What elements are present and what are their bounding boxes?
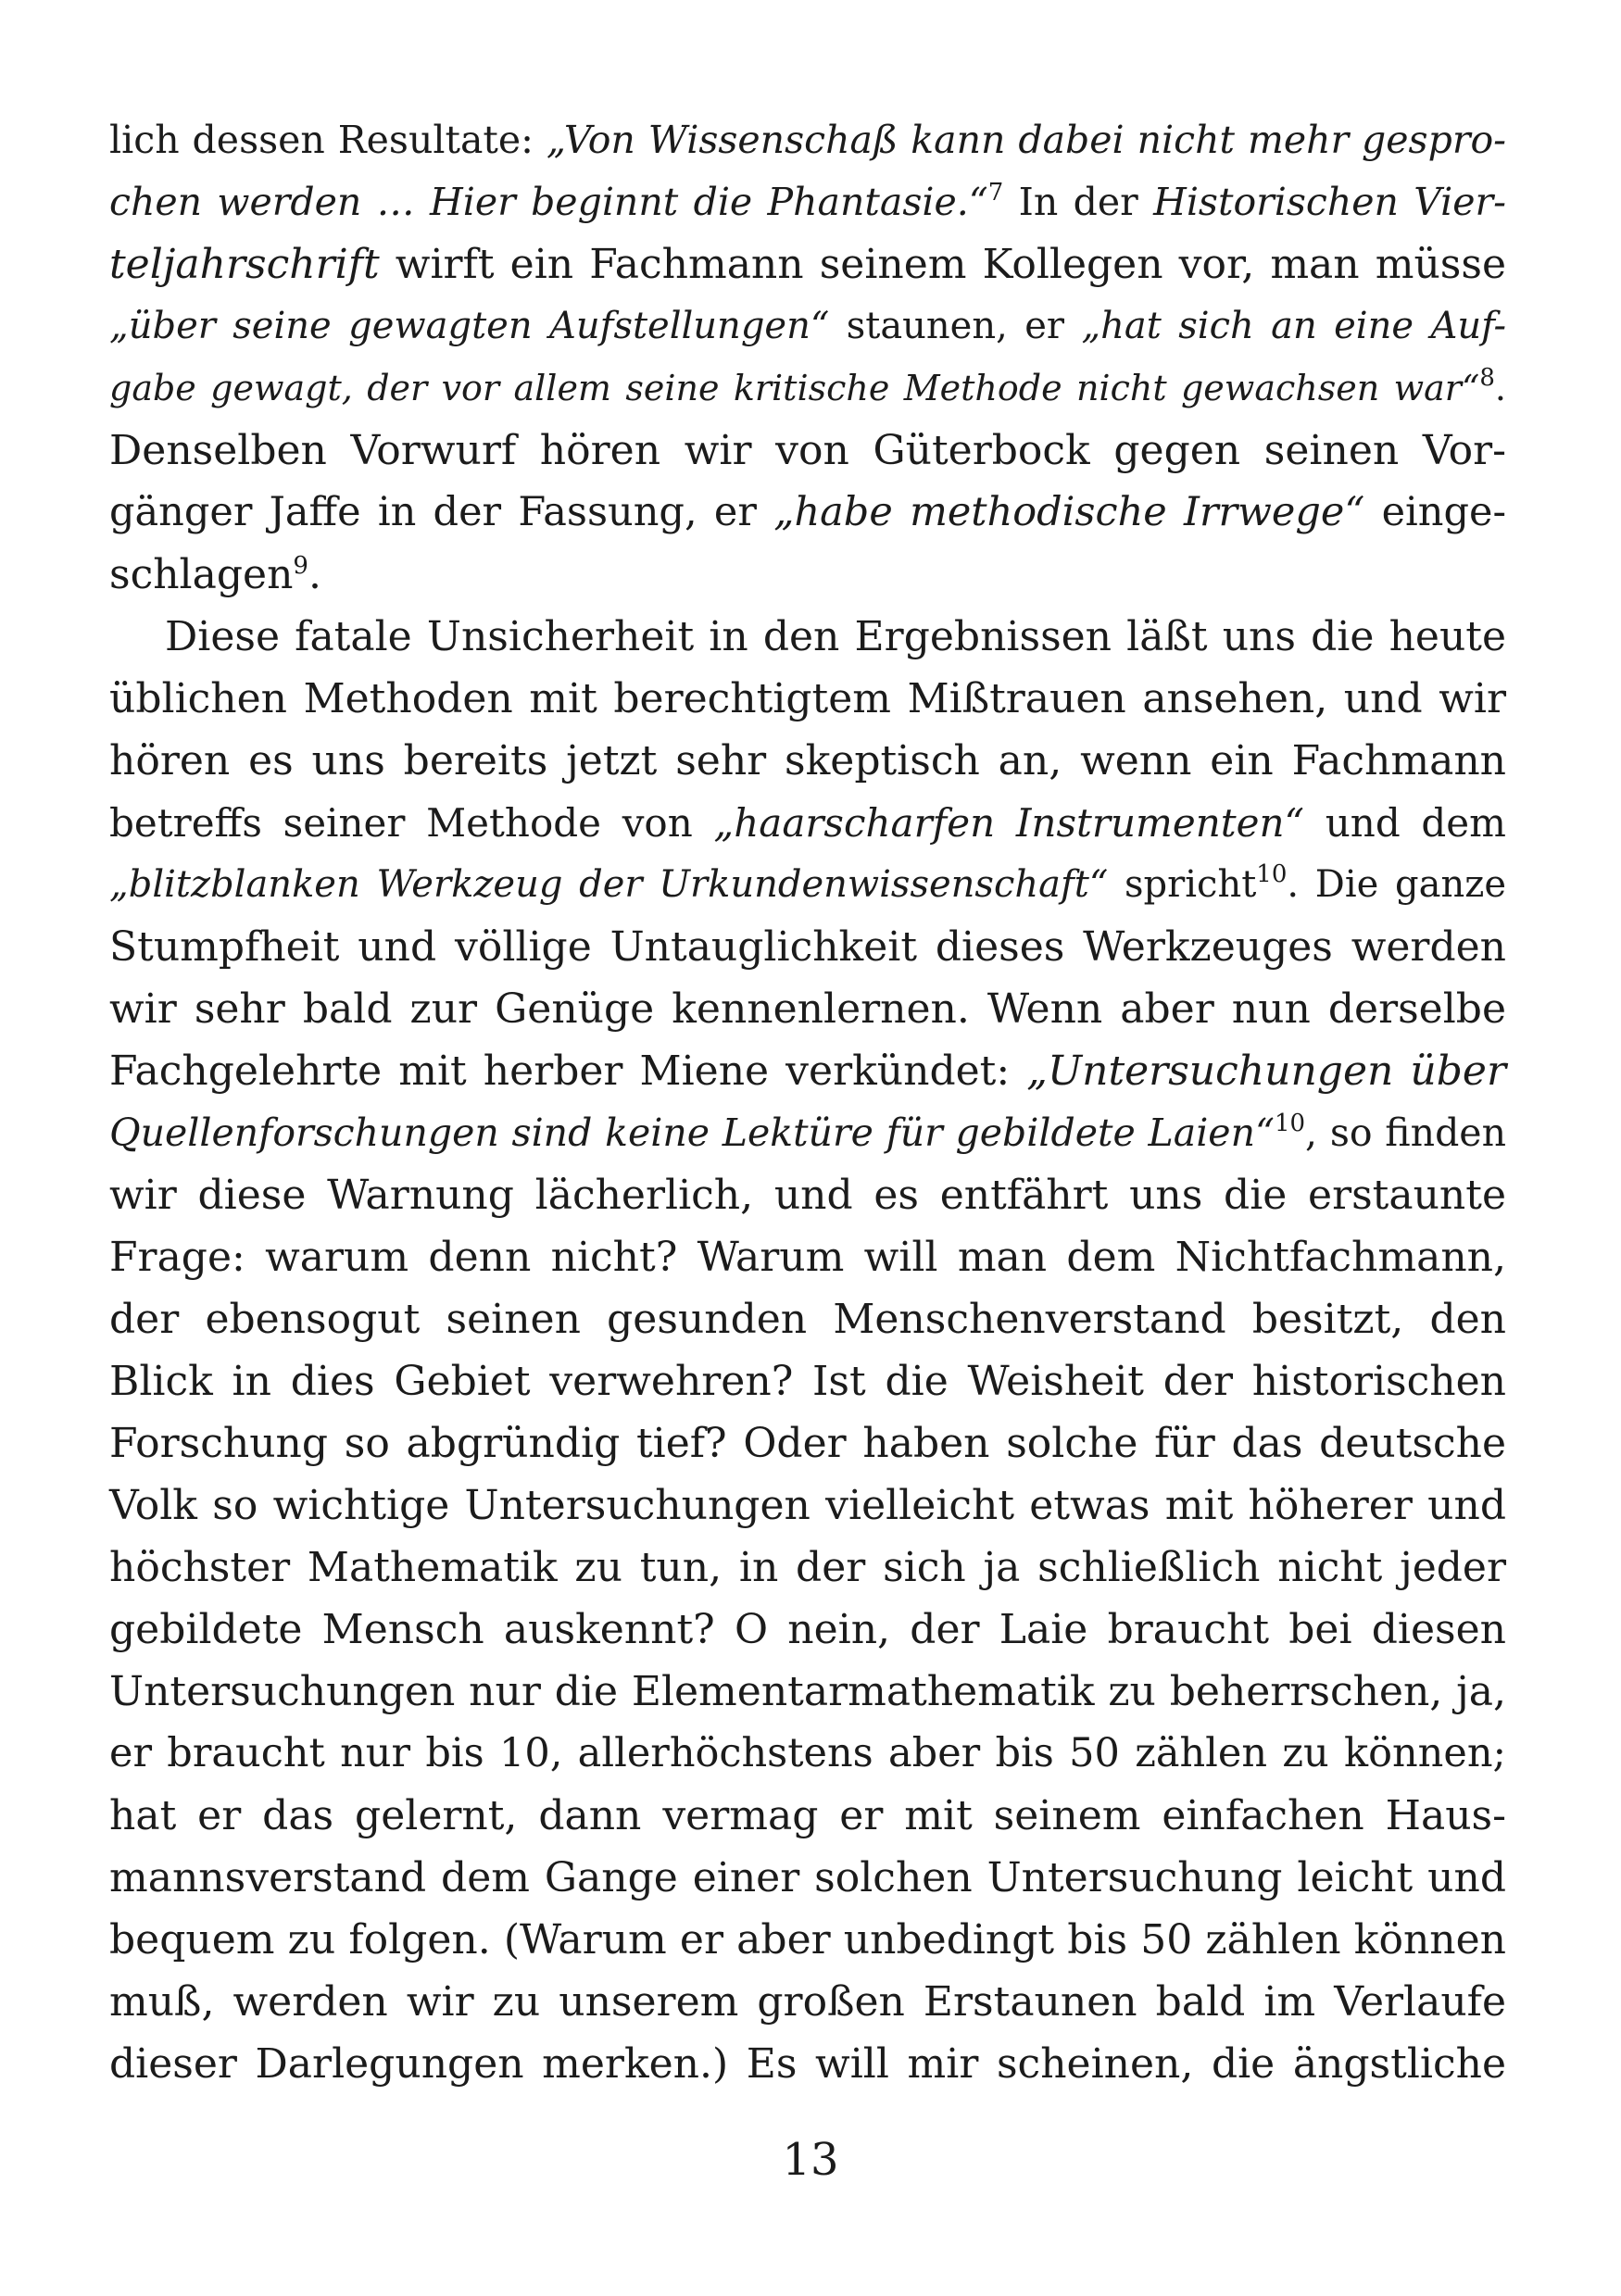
text-run: der ebensogut seinen gesunden Menschenverstand besitzt, den — [109, 1296, 1506, 1343]
text-line — [109, 544, 1506, 606]
text-run: Stumpfheit und völlige Untauglichkeit dieses Werkzeuges werden — [109, 923, 1506, 971]
journal-title: Historischen Vier- — [1153, 180, 1506, 224]
footnote-marker: 10 — [1274, 1110, 1306, 1137]
text-run: hören es uns bereits jetzt sehr skeptisch an, wenn ein Fachmann — [109, 737, 1506, 784]
text-line — [109, 978, 1506, 1040]
footnote-marker: 10 — [1256, 860, 1288, 888]
quotation: „Von Wissenschaß kann dabei nicht mehr gespro- — [546, 118, 1506, 162]
quotation: „habe methodische Irrwege“ — [773, 489, 1365, 535]
text-run: üblichen Methoden mit berechtigtem Mißtrauen ansehen, und wir — [109, 675, 1506, 722]
text-run: . — [308, 551, 321, 598]
text-line — [109, 1474, 1506, 1537]
text-line — [109, 854, 1506, 916]
text-run: Forschung so abgründig tief? Oder haben solche für das deutsche — [109, 1420, 1506, 1467]
text-line — [109, 1350, 1506, 1412]
text-line — [109, 730, 1506, 792]
text-run: lich dessen Resultate: — [109, 118, 547, 162]
text-run: Untersuchungen nur die Elementarmathematik zu beherrschen, ja, — [109, 1668, 1506, 1715]
text-line — [109, 1723, 1506, 1785]
page-number: 13 — [782, 2134, 839, 2186]
text-run: Fachgelehrte mit herber Miene verkündet: — [109, 1048, 1027, 1095]
text-run: staunen, er — [829, 305, 1082, 347]
text-line — [109, 109, 1506, 171]
text-run: gebildete Mensch auskennt? O nein, der Laie braucht bei diesen — [109, 1606, 1506, 1653]
footnote-marker: 7 — [987, 179, 1004, 207]
text-line — [109, 792, 1506, 854]
text-line — [109, 1288, 1506, 1350]
body-text — [109, 109, 1506, 2095]
text-run: höchster Mathematik zu tun, in der sich ja schließlich nicht jeder — [109, 1544, 1506, 1591]
text-run: . Die ganze — [1287, 863, 1506, 906]
text-run: betreffs seiner Methode von — [109, 800, 714, 846]
text-line — [109, 1847, 1506, 1909]
text-line — [109, 1412, 1506, 1474]
text-run: muß, werden wir zu unserem großen Erstaunen bald im Verlaufe — [109, 1978, 1506, 2026]
quotation: gabe gewagt, der vor allem seine kritische Methode nicht gewachsen war“ — [109, 368, 1480, 408]
quotation: „haarscharfen Instrumenten“ — [713, 800, 1305, 846]
text-run: Denselben Vorwurf hören wir von Güterbock gegen seinen Vor- — [109, 427, 1506, 474]
text-run: Frage: warum denn nicht? Warum will man dem Nichtfachmann, — [109, 1234, 1506, 1281]
quotation: „Untersuchungen über — [1026, 1048, 1506, 1095]
text-run: wirft ein Fachmann seinem Kollegen vor, man müsse — [379, 241, 1506, 288]
text-line — [109, 668, 1506, 730]
text-line — [109, 1599, 1506, 1661]
text-line — [109, 482, 1506, 544]
text-line — [109, 1537, 1506, 1599]
text-run: und dem — [1304, 800, 1506, 846]
text-line — [109, 420, 1506, 482]
text-run: wir diese Warnung lächerlich, und es entfährt uns die erstaunte — [109, 1172, 1506, 1219]
text-run: einge- — [1364, 489, 1506, 535]
footnote-marker: 8 — [1479, 364, 1495, 392]
text-line — [109, 1040, 1506, 1102]
text-line — [109, 1909, 1506, 1971]
quotation: chen werden … Hier beginnt die Phantasie.“ — [109, 180, 988, 224]
text-line — [109, 1102, 1506, 1164]
text-line — [109, 358, 1506, 420]
text-run: schlagen — [109, 551, 294, 598]
text-run: . — [1494, 368, 1506, 408]
text-run: bequem zu folgen. (Warum er aber unbedingt bis 50 zählen können — [109, 1916, 1506, 1964]
quotation: Quellenforschungen sind keine Lektüre für gebildete Laien“ — [109, 1110, 1275, 1155]
text-line — [109, 295, 1506, 358]
text-line — [109, 1164, 1506, 1226]
quotation: „über seine gewagten Aufstellungen“ — [109, 305, 830, 347]
text-line — [109, 606, 1506, 668]
text-line — [109, 2033, 1506, 2095]
text-line — [109, 1661, 1506, 1723]
footnote-marker: 9 — [293, 552, 308, 580]
text-run: er braucht nur bis 10, allerhöchstens aber bis 50 zählen zu können; — [109, 1730, 1506, 1776]
quotation: „blitzblanken Werkzeug der Urkundenwissenschaft“ — [109, 863, 1109, 906]
quotation: „hat sich an eine Auf- — [1081, 305, 1506, 347]
text-line — [109, 1226, 1506, 1288]
text-line — [109, 916, 1506, 978]
text-run: In der — [1003, 180, 1154, 224]
text-run: dieser Darlegungen merken.) Es will mir scheinen, die ängstliche — [109, 2040, 1506, 2088]
text-run: , so finden — [1305, 1110, 1506, 1155]
text-run: wir sehr bald zur Genüge kennenlernen. Wenn aber nun derselbe — [109, 985, 1506, 1033]
text-run: Volk so wichtige Untersuchungen vielleicht etwas mit höherer und — [109, 1482, 1506, 1529]
text-run: hat er das gelernt, dann vermag er mit seinem einfachen Haus- — [109, 1792, 1506, 1839]
text-run: Diese fatale Unsicherheit in den Ergebnissen läßt uns die heute — [165, 613, 1506, 660]
journal-title: teljahrschrift — [109, 241, 380, 288]
text-run: Blick in dies Gebiet verwehren? Ist die Weisheit der historischen — [109, 1358, 1506, 1405]
text-run: gänger Jaffe in der Fassung, er — [109, 489, 774, 535]
text-line — [109, 1785, 1506, 1847]
text-run: mannsverstand dem Gange einer solchen Untersuchung leicht und — [109, 1854, 1506, 1901]
text-line — [109, 233, 1506, 295]
text-line — [109, 1971, 1506, 2033]
text-run: spricht — [1108, 863, 1257, 906]
text-line — [109, 171, 1506, 233]
